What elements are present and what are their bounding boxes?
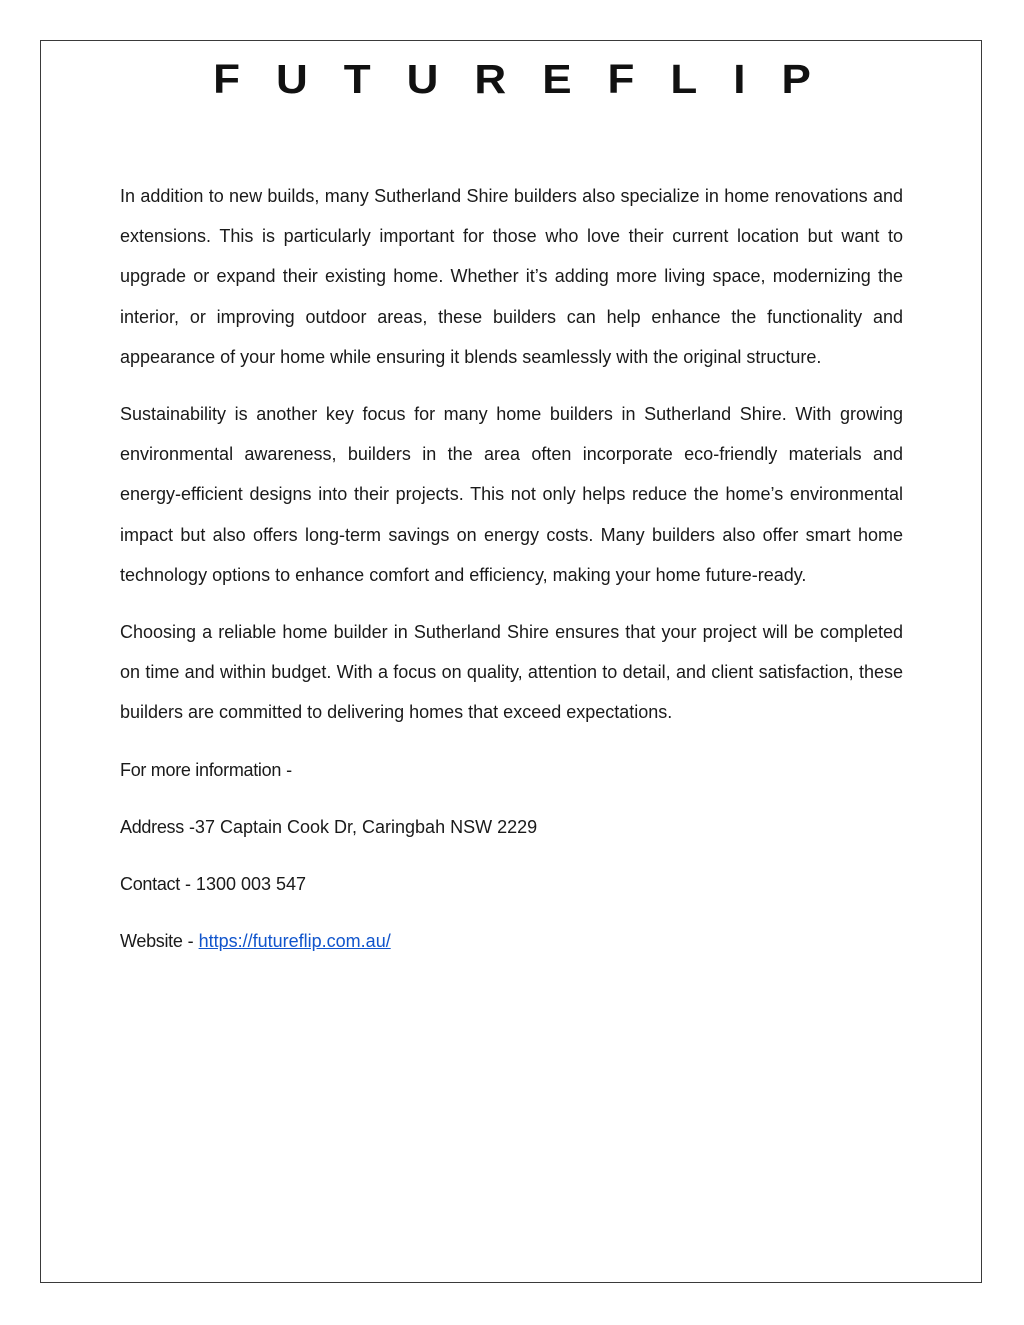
futureflip-logo: FUTUREFLIP [213,57,847,103]
website-label: Website [120,930,183,951]
website-separator: - [182,930,199,951]
address-label: Address [120,816,184,837]
address-line [120,807,903,847]
website-line [120,921,903,961]
paragraph-sustainability: Sustainability is another key focus for many home builders in Sutherland Shire. With growing environmental awareness, builders in the area often incorporate eco-friendly materials and energy-efficient designs into their projects. This not only helps reduce the home’s environmental impact but also offers long-term savings on energy costs. Many builders also offer smart home technology options to enhance comfort and efficiency, making your home future-ready. [120,404,903,585]
contact-value: - 1300 003 547 [179,873,307,894]
contact-line [120,864,903,904]
website-link[interactable]: https://futureflip.com.au/ [198,930,391,951]
info-heading-suffix: - [281,759,293,780]
paragraph-reliability: Choosing a reliable home builder in Sutherland Shire ensures that your project will be completed on time and within budget. With a focus on quality, attention to detail, and client satisfaction, these builders are committed to delivering homes that exceed expectations. [120,622,903,723]
contact-label: Contact [120,873,180,894]
paragraph-renovations: In addition to new builds, many Sutherland Shire builders also specialize in home renovations and extensions. This is particularly important for those who love their current location but want to upgrade or expand their existing home. Whether it’s adding more living space, modernizing the interior, or improving outdoor areas, these builders can help enhance the functionality and appearance of your home while ensuring it blends seamlessly with the original structure. [120,186,903,367]
document-body [120,176,903,978]
info-heading [120,750,903,790]
address-value: -37 Captain Cook Dr, Caringbah NSW 2229 [183,816,538,837]
info-heading-label: For more information [120,759,282,780]
